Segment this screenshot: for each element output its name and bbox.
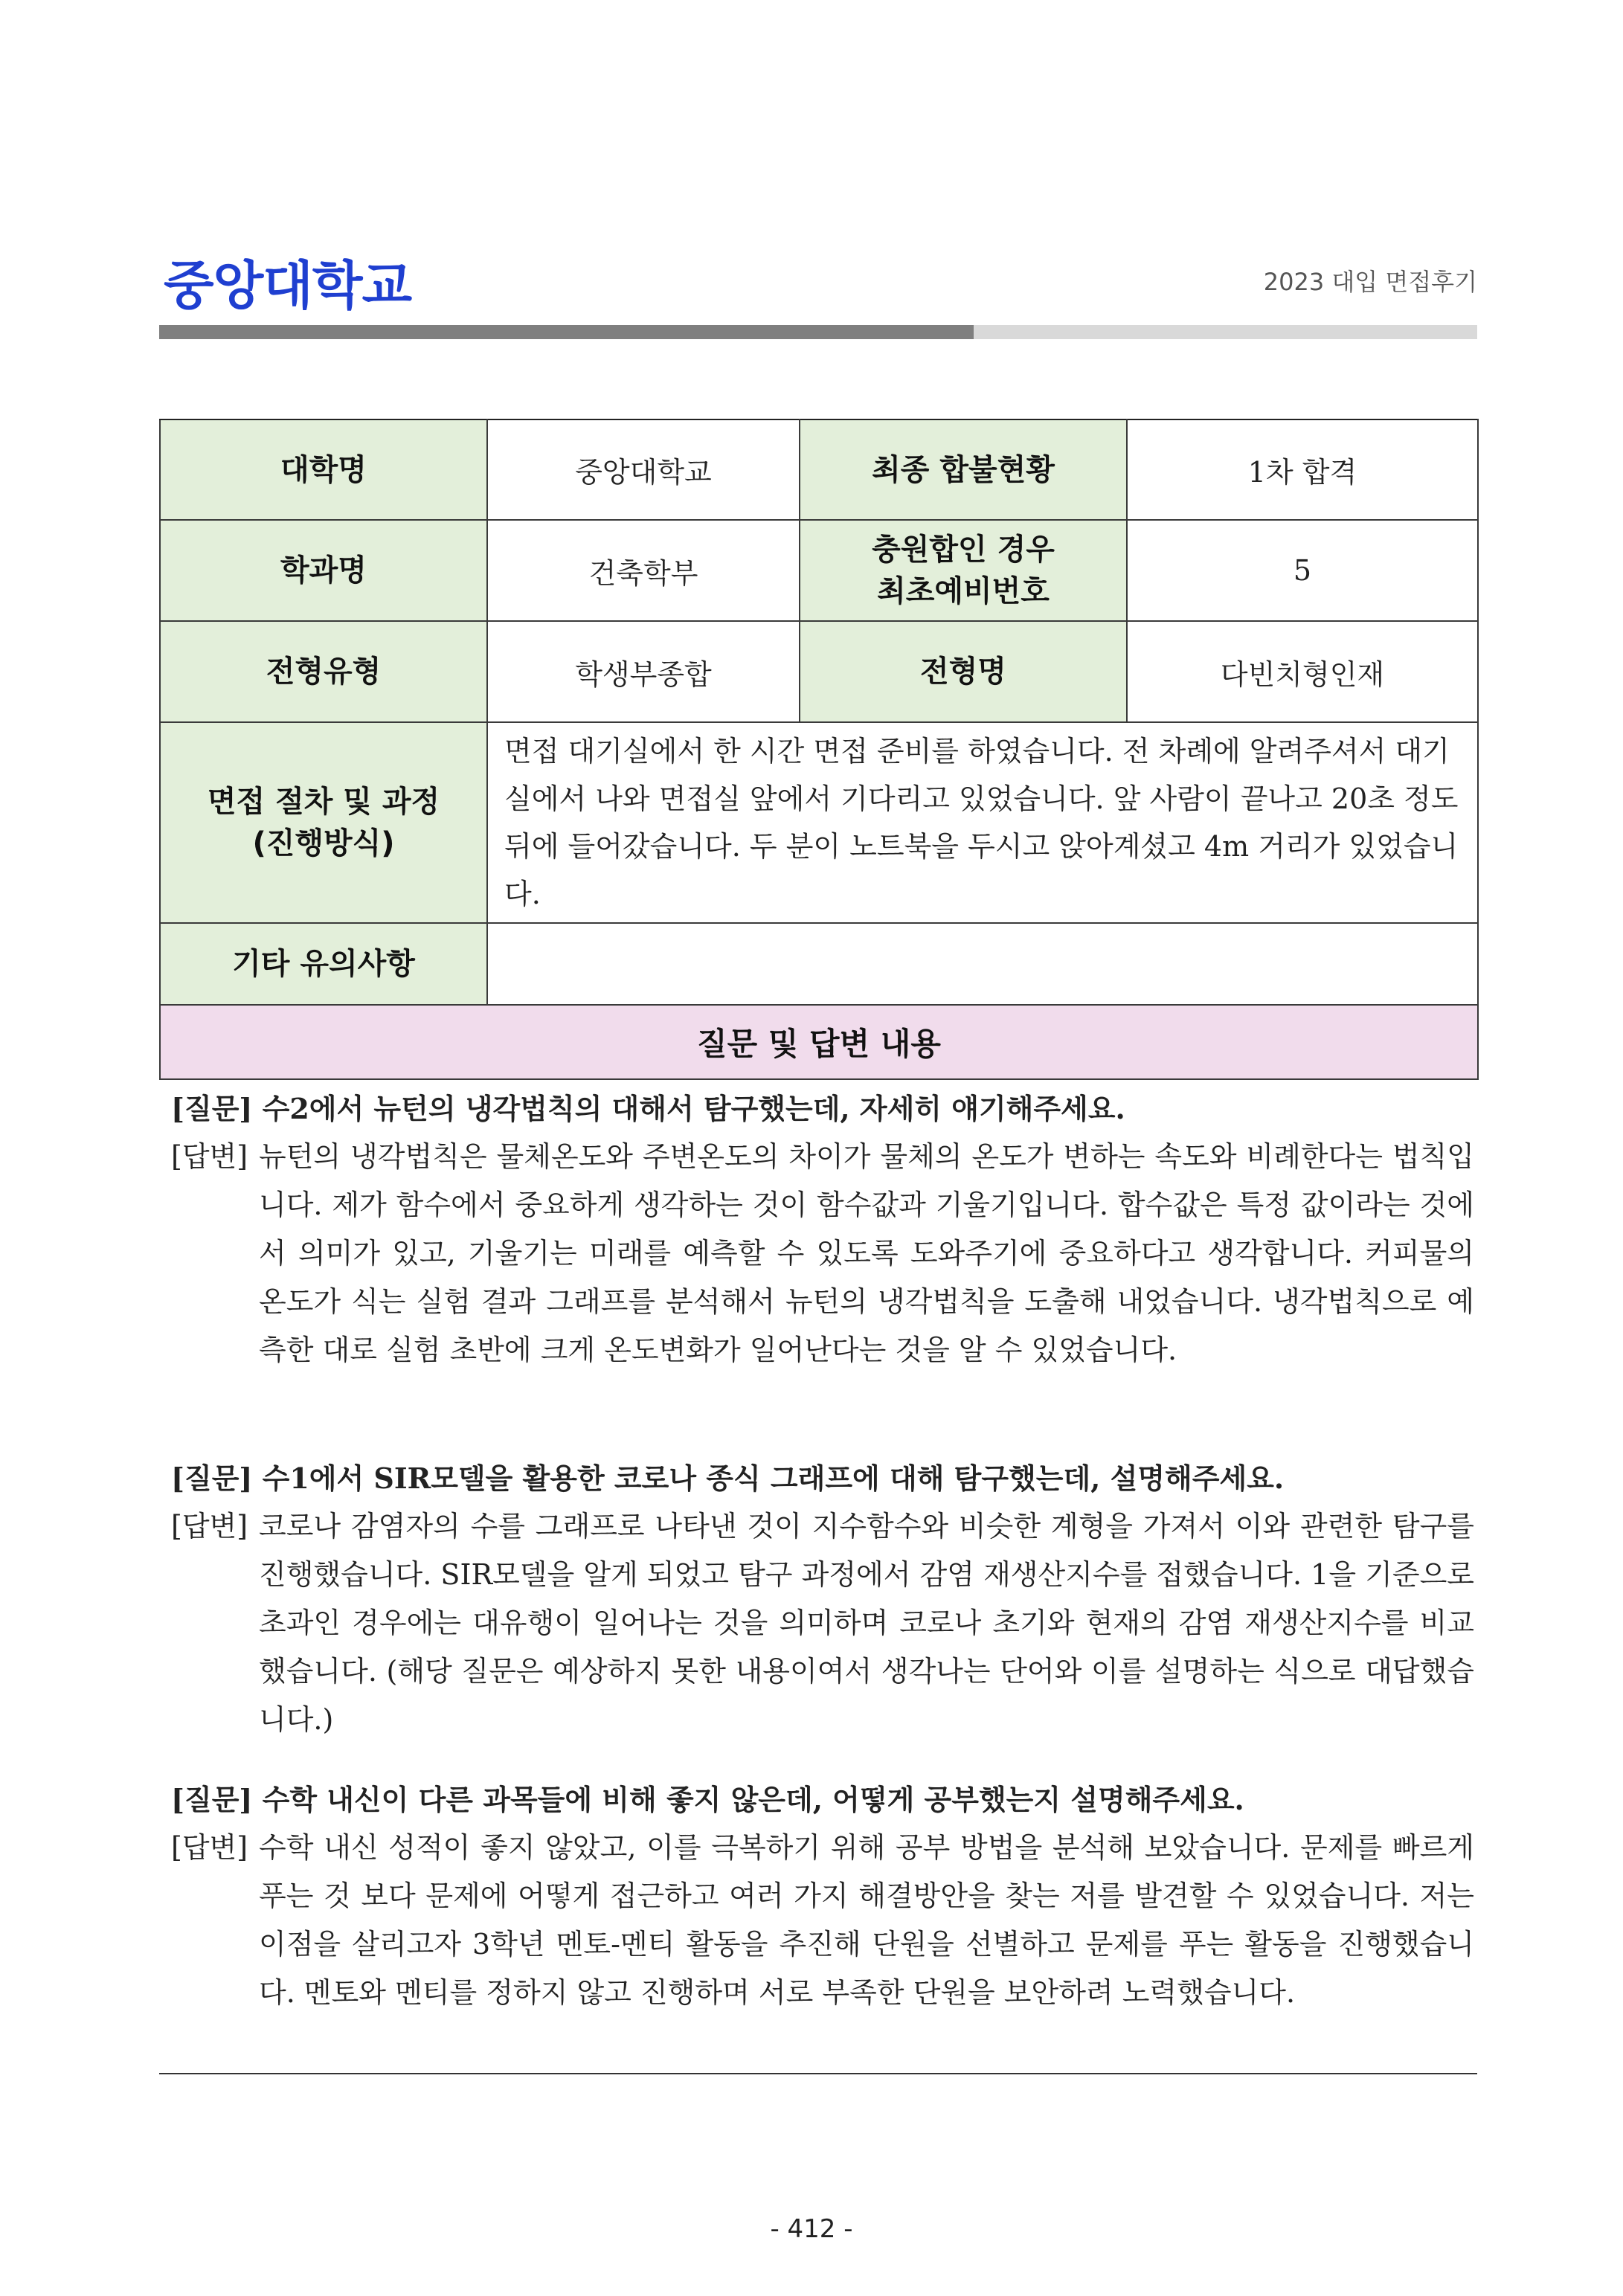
answer-text-3: 수학 내신 성적이 좋지 않았고, 이를 극복하기 위해 공부 방법을 분석해 보았습니다. 문제를 빠르게 푸는 것 보다 문제에 어떻게 접근하고 여러 가지 해결방안을 찾는 저를 발견할 수 있었습니다. 저는 이점을 살리고자 3학년 멘토-멘티 활동을 추진해 단원을 선별하고 문제를 푸는 활동을 진행했습니다. 멘토와 멘티를 정하지 않고 진행하며 서로 부족한 단원을 보안하려 노력했습니다. (259, 1831, 1474, 2009)
type-label: 전형유형 (160, 621, 487, 722)
answer-1 (171, 1133, 1474, 1374)
waitlist-value: 5 (1127, 520, 1478, 621)
question-3: [질문] 수학 내신이 다른 과목들에 비해 좋지 않은데, 어떻게 공부했는지 설명해주세요. (171, 1783, 1244, 1816)
waitlist-label-line2: 최초예비번호 (877, 574, 1050, 608)
qa-item-2 (171, 1454, 1474, 1744)
university-title: 중앙대학교 (164, 255, 412, 316)
header-divider (159, 325, 1477, 339)
answer-text-2: 코로나 감염자의 수를 그래프로 나타낸 것이 지수함수와 비슷한 계형을 가져서 이와 관련한 탐구를 진행했습니다. SIR모델을 알게 되었고 탐구 과정에서 감염 재생산지수를 접했습니다. 1을 기준으로 초과인 경우에는 대유행이 일어나는 것을 의미하며 코로나 초기와 현재의 감염 재생산지수를 비교했습니다. (해당 질문은 예상하지 못한 내용이여서 생각나는 단어와 이를 설명하는 식으로 대답했습니다.) (259, 1510, 1474, 1736)
track-value: 다빈치형인재 (1127, 621, 1478, 722)
qa-item-1 (171, 1084, 1474, 1374)
answer-3 (171, 1824, 1474, 2017)
notes-label: 기타 유의사항 (160, 923, 487, 1005)
page-number: - 412 - (770, 2214, 853, 2244)
interview-info-table (159, 419, 1479, 1080)
procedure-text: 면접 대기실에서 한 시간 면접 준비를 하였습니다. 전 차례에 알려주셔서 대기실에서 나와 면접실 앞에서 기다리고 있었습니다. 앞 사람이 끝나고 20초 정도 뒤에 들어갔습니다. 두 분이 노트북을 두시고 앉아계셨고 4m 거리가 있었습니다. (487, 722, 1478, 923)
header-divider-light (974, 325, 1477, 339)
qa-section-header: 질문 및 답변 내용 (160, 1005, 1478, 1079)
procedure-label-line2: (진행방식) (252, 826, 395, 861)
answer-2 (171, 1502, 1474, 1744)
answer-text-1: 뉴턴의 냉각법칙은 물체온도와 주변온도의 차이가 물체의 온도가 변하는 속도와 비례한다는 법칙입니다. 제가 함수에서 중요하게 생각하는 것이 함수값과 기울기입니다. 합수값은 특정 값이라는 것에서 의미가 있고, 기울기는 미래를 예측할 수 있도록 도와주기에 중요하다고 생각합니다. 커피물의 온도가 식는 실험 결과 그래프를 분석해서 뉴턴의 냉각법칙을 도출해 내었습니다. 냉각법칙으로 예측한 대로 실험 초반에 크게 온도변화가 일어난다는 것을 알 수 있었습니다. (259, 1140, 1474, 1366)
univ-value: 중앙대학교 (487, 419, 800, 520)
result-value: 1차 합격 (1127, 419, 1478, 520)
waitlist-label-line1: 충원합인 경우 (872, 533, 1055, 567)
univ-label: 대학명 (160, 419, 487, 520)
question-2: [질문] 수1에서 SIR모델을 활용한 코로나 종식 그래프에 대해 탐구했는데, 설명해주세요. (171, 1461, 1285, 1495)
result-label: 최종 합불현황 (800, 419, 1127, 520)
type-value: 학생부종합 (487, 621, 800, 722)
procedure-label-line1: 면접 절차 및 과정 (207, 785, 440, 819)
header-divider-dark (159, 325, 974, 339)
waitlist-label (800, 520, 1127, 621)
document-subtitle: 2023 대입 면접후기 (1263, 268, 1477, 296)
bottom-divider (159, 2073, 1477, 2074)
notes-value (487, 923, 1478, 1005)
qa-item-3 (171, 1775, 1474, 2017)
track-label: 전형명 (800, 621, 1127, 722)
answer-tag-1: [답변] (171, 1140, 248, 1173)
procedure-label (160, 722, 487, 923)
answer-tag-3: [답변] (171, 1831, 248, 1864)
dept-value: 건축학부 (487, 520, 800, 621)
dept-label: 학과명 (160, 520, 487, 621)
answer-tag-2: [답변] (171, 1510, 248, 1543)
question-1: [질문] 수2에서 뉴턴의 냉각법칙의 대해서 탐구했는데, 자세히 얘기해주세요. (171, 1092, 1125, 1125)
